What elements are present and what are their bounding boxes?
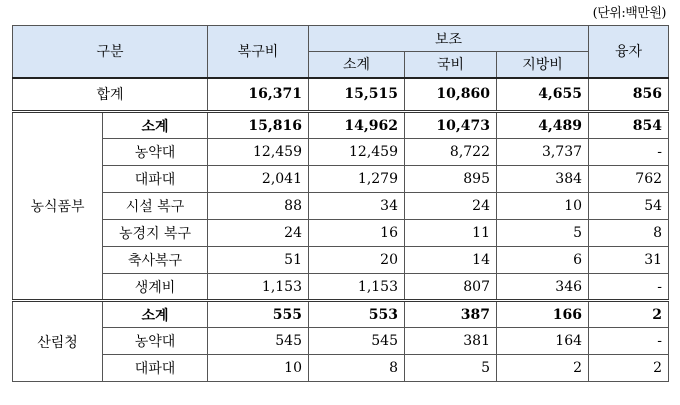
cell-recovery: 1,153 [208,274,309,301]
cell-loan: - [589,139,669,166]
row-label: 대파대 [103,355,208,382]
cell-subtotal: 14,962 [309,112,405,139]
total-subtotal: 15,515 [309,78,405,112]
unit-note: (단위:백만원) [592,6,666,21]
row-label: 소계 [103,112,208,139]
header-national: 국비 [405,52,497,78]
cell-local: 4,489 [497,112,589,139]
total-row [13,78,669,112]
cell-national: 5 [405,355,497,382]
cell-subtotal: 545 [309,328,405,355]
row-label: 농약대 [103,139,208,166]
row-label: 축사복구 [103,247,208,274]
total-local: 4,655 [497,78,589,112]
cell-local: 166 [497,301,589,328]
total-national: 10,860 [405,78,497,112]
table-row [13,193,669,220]
cell-local: 2 [497,355,589,382]
cell-recovery: 10 [208,355,309,382]
total-loan: 856 [589,78,669,112]
cell-loan: 762 [589,166,669,193]
total-label: 합계 [13,78,208,112]
table-row [13,166,669,193]
row-label: 소계 [103,301,208,328]
cell-national: 11 [405,220,497,247]
cell-recovery: 15,816 [208,112,309,139]
cell-national: 8,722 [405,139,497,166]
cell-subtotal: 8 [309,355,405,382]
cell-loan: 854 [589,112,669,139]
cell-loan: 31 [589,247,669,274]
total-recovery: 16,371 [208,78,309,112]
cell-local: 10 [497,193,589,220]
cell-subtotal: 12,459 [309,139,405,166]
row-label: 시설 복구 [103,193,208,220]
cell-national: 381 [405,328,497,355]
cell-local: 346 [497,274,589,301]
cell-national: 14 [405,247,497,274]
cell-local: 384 [497,166,589,193]
cell-subtotal: 1,153 [309,274,405,301]
cell-recovery: 88 [208,193,309,220]
cell-national: 10,473 [405,112,497,139]
cell-recovery: 12,459 [208,139,309,166]
row-label: 농약대 [103,328,208,355]
cell-local: 164 [497,328,589,355]
cell-loan: 8 [589,220,669,247]
table-row [13,355,669,382]
row-label: 생계비 [103,274,208,301]
cell-recovery: 545 [208,328,309,355]
cell-loan: 2 [589,355,669,382]
row-label: 농경지 복구 [103,220,208,247]
header-recovery: 복구비 [208,26,309,78]
cell-national: 807 [405,274,497,301]
table-row [13,328,669,355]
header-subtotal: 소계 [309,52,405,78]
cell-national: 387 [405,301,497,328]
cell-local: 6 [497,247,589,274]
cell-subtotal: 20 [309,247,405,274]
header-category: 구분 [13,26,208,78]
header-loan: 융자 [589,26,669,78]
cell-subtotal: 553 [309,301,405,328]
table-row [13,220,669,247]
cell-subtotal: 34 [309,193,405,220]
header-row-1 [13,26,669,52]
group-name: 농식품부 [13,112,103,301]
cell-local: 5 [497,220,589,247]
cell-recovery: 2,041 [208,166,309,193]
cell-subtotal: 1,279 [309,166,405,193]
cell-local: 3,737 [497,139,589,166]
table-row [13,139,669,166]
cell-recovery: 24 [208,220,309,247]
row-label: 대파대 [103,166,208,193]
cell-recovery: 555 [208,301,309,328]
cell-loan: - [589,328,669,355]
cell-loan: 2 [589,301,669,328]
table-row [13,274,669,301]
cell-national: 895 [405,166,497,193]
cell-loan: 54 [589,193,669,220]
header-subsidy: 보조 [309,26,589,52]
table-row [13,301,669,328]
table-row [13,247,669,274]
cell-recovery: 51 [208,247,309,274]
cell-national: 24 [405,193,497,220]
table-row [13,112,669,139]
cell-loan: - [589,274,669,301]
header-local: 지방비 [497,52,589,78]
cell-subtotal: 16 [309,220,405,247]
recovery-cost-table [12,25,669,382]
group-name: 산림청 [13,301,103,382]
